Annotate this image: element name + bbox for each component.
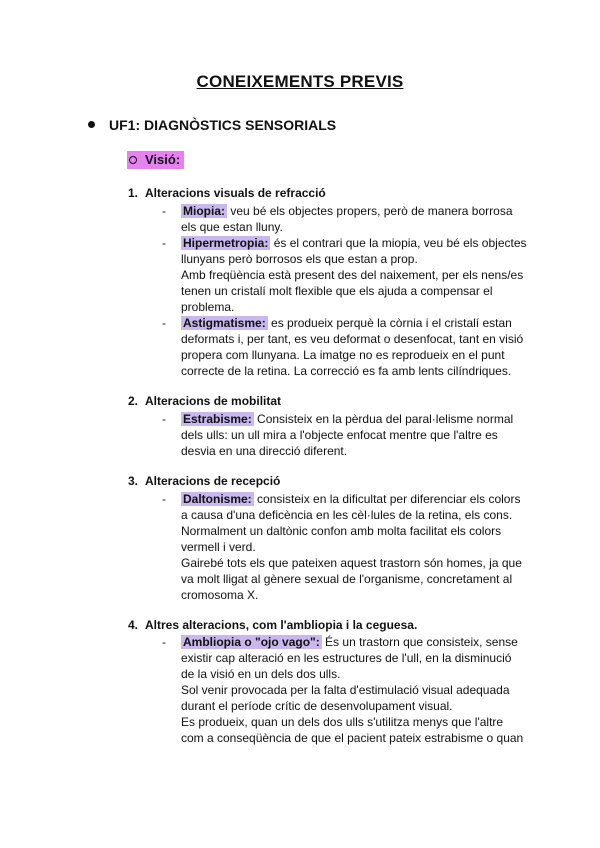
section-number: 2. (128, 394, 139, 408)
unit-heading (88, 117, 336, 133)
term-highlight: Daltonisme: (183, 492, 252, 506)
section-title: Altres alteracions, com l'ambliopia i la ceguesa. (145, 618, 418, 632)
item-text: Consisteix en la pèrdua del paral·lelisme normal (253, 412, 514, 426)
item-line (181, 203, 526, 219)
term-highlight: Hipermetropia: (183, 236, 269, 250)
section-heading (128, 186, 326, 200)
item-line: els que estan lluny. (181, 220, 283, 234)
term-highlight: Astigmatisme: (183, 316, 266, 330)
item-line: correcte de la retina. La correcció es fa amb lents cilíndriques. (181, 364, 512, 378)
item-text: és el contrari que la miopia, veu bé els objectes (270, 236, 527, 250)
subsection-heading-text: Visió: (145, 152, 181, 167)
item-line: deformats i, per tant, es veu deformat o desenfocat, tant en visió (181, 332, 524, 346)
list-item-body (181, 315, 526, 379)
item-line (181, 235, 526, 251)
list-item-body (181, 491, 526, 603)
item-line: durant el període crític de desenvolupament visual. (181, 699, 453, 713)
item-text: veu bé els objectes propers, però de manera borrosa (227, 204, 513, 218)
item-line: problema. (181, 300, 235, 314)
item-line: existir cap alteració en les estructures de l'ull, en la disminució (181, 651, 512, 665)
item-line: Gairebé tots els que pateixen aquest trastorn són homes, ja que (181, 556, 522, 570)
item-text: És un trastorn que consisteix, sense (321, 635, 518, 649)
item-line: va molt lligat al gènere sexual de l'organisme, concretament al (181, 572, 513, 586)
term-highlight: Ambliopia o "ojo vago": (183, 635, 320, 649)
unit-heading-text: UF1: DIAGNÒSTICS SENSORIALS (109, 117, 337, 133)
item-line: dels ulls: un ull mira a l'objecte enfocat mentre que l'altre es (181, 428, 498, 442)
dash-marker: - (162, 204, 166, 218)
section-heading (128, 618, 417, 632)
bullet-dot-icon (88, 121, 95, 128)
subsection-heading (127, 151, 184, 169)
bullet-circle-icon (129, 156, 137, 164)
item-line (181, 634, 526, 650)
item-line: tenen un cristalí molt flexible que els ajuda a compensar el (181, 284, 493, 298)
item-line: a causa d'una deficència en les cèl·lules de la retina, els cons. (181, 508, 513, 522)
item-text: consisteix en la dificultat per diferenciar els colors (253, 492, 521, 506)
item-line: desvia en una direcció diferent. (181, 444, 348, 458)
dash-marker: - (162, 236, 166, 250)
section-title: Alteracions de mobilitat (145, 394, 282, 408)
item-line (181, 491, 526, 507)
dash-marker: - (162, 412, 166, 426)
section-title: Alteracions de recepció (145, 474, 281, 488)
item-line: com a conseqüència de que el pacient pateix estrabisme o quan (181, 731, 524, 745)
item-line: Sol venir provocada per la falta d'estimulació visual adequada (181, 683, 510, 697)
item-line (181, 411, 526, 427)
item-line: Amb freqüència està present des del naixement, per els nens/es (181, 268, 524, 282)
item-line: llunyans però borrosos els que estan a prop. (181, 252, 418, 266)
section-title: Alteracions visuals de refracció (145, 186, 326, 200)
list-item-body (181, 634, 526, 746)
item-line (181, 315, 526, 331)
item-line: vermell i verd. (181, 540, 256, 554)
item-text: es produeix perquè la còrnia i el cristalí estan (267, 316, 512, 330)
item-line: propera com llunyana. La imatge no es reprodueix en el punt (181, 348, 505, 362)
section-number: 4. (128, 618, 139, 632)
section-number: 3. (128, 474, 139, 488)
section-number: 1. (128, 186, 139, 200)
section-heading (128, 474, 280, 488)
term-highlight: Estrabisme: (183, 412, 252, 426)
list-item-body (181, 411, 526, 459)
dash-marker: - (162, 635, 166, 649)
list-item-body (181, 235, 526, 315)
section-heading (128, 394, 281, 408)
list-item-body (181, 203, 526, 235)
item-line: cromosoma X. (181, 588, 259, 602)
page-title: CONEIXEMENTS PREVIS (196, 72, 404, 91)
item-line: Es produeix, quan un dels dos ulls s'utilitza menys que l'altre (181, 715, 504, 729)
term-highlight: Miopia: (183, 204, 225, 218)
item-line: de la visió en un dels dos ulls. (181, 667, 341, 681)
dash-marker: - (162, 316, 166, 330)
item-line: Normalment un daltònic confon amb molta facilitat els colors (181, 524, 502, 538)
dash-marker: - (162, 492, 166, 506)
